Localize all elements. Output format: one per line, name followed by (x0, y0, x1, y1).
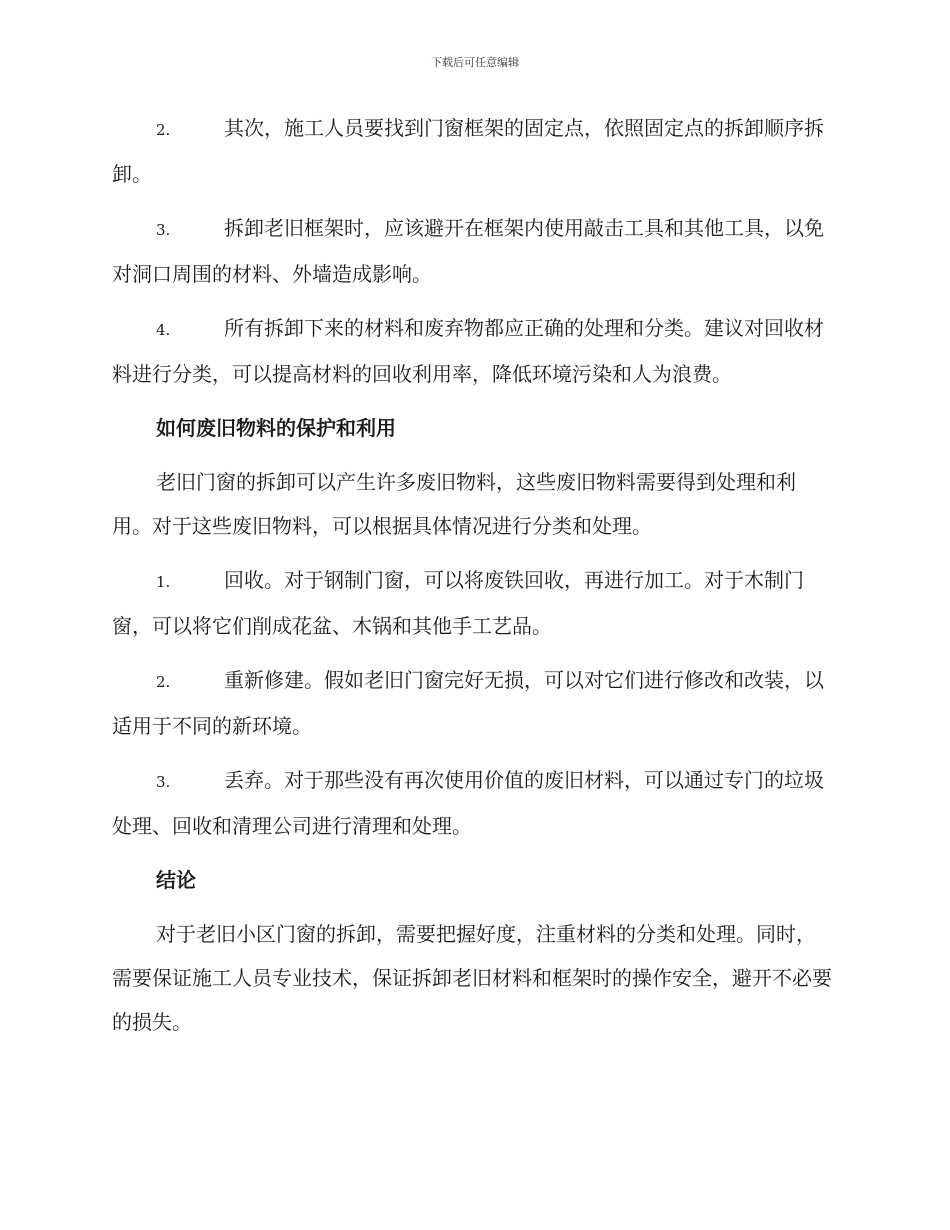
list-item (112, 558, 834, 648)
list-number: 3. (156, 773, 171, 791)
list-item (112, 206, 834, 296)
list-item-text: 丢弃。对于那些没有再次使用价值的废旧材料，可以通过专门的垃圾处理、回收和清理公司进行清理和处理。 (112, 768, 824, 838)
list-number: 1. (156, 573, 171, 591)
list-item (112, 658, 834, 748)
list-item (112, 106, 834, 196)
page-header: 下载后可任意编辑 (431, 56, 519, 69)
list-item (112, 306, 834, 396)
list-item-text: 所有拆卸下来的材料和废弃物都应正确的处理和分类。建议对回收材料进行分类，可以提高材料的回收利用率，降低环境污染和人为浪费。 (112, 316, 824, 386)
list-item-text: 其次，施工人员要找到门窗框架的固定点，依照固定点的拆卸顺序拆卸。 (112, 116, 824, 186)
list-item-text: 拆卸老旧框架时，应该避开在框架内使用敲击工具和其他工具，以免对洞口周围的材料、外墙造成影响。 (112, 216, 824, 286)
list-number: 3. (156, 221, 171, 239)
list-item-text: 回收。对于钢制门窗，可以将废铁回收，再进行加工。对于木制门窗，可以将它们削成花盆、木锅和其他手工艺品。 (112, 568, 804, 638)
list-item (112, 758, 834, 848)
paragraph: 老旧门窗的拆卸可以产生许多废旧物料，这些废旧物料需要得到处理和利用。对于这些废旧物料，可以根据具体情况进行分类和处理。 (112, 470, 796, 538)
list-number: 4. (156, 321, 171, 339)
list-number: 2. (156, 673, 171, 691)
list-item-text: 重新修建。假如老旧门窗完好无损，可以对它们进行修改和改装，以适用于不同的新环境。 (112, 668, 824, 738)
document-body (112, 106, 834, 1054)
paragraph: 对于老旧小区门窗的拆卸，需要把握好度，注重材料的分类和处理。同时，需要保证施工人员专业技术，保证拆卸老旧材料和框架时的操作安全，避开不必要的损失。 (112, 922, 832, 1034)
list-number: 2. (156, 121, 171, 139)
section-heading: 结论 (156, 868, 196, 892)
section-heading: 如何废旧物料的保护和利用 (156, 416, 396, 440)
